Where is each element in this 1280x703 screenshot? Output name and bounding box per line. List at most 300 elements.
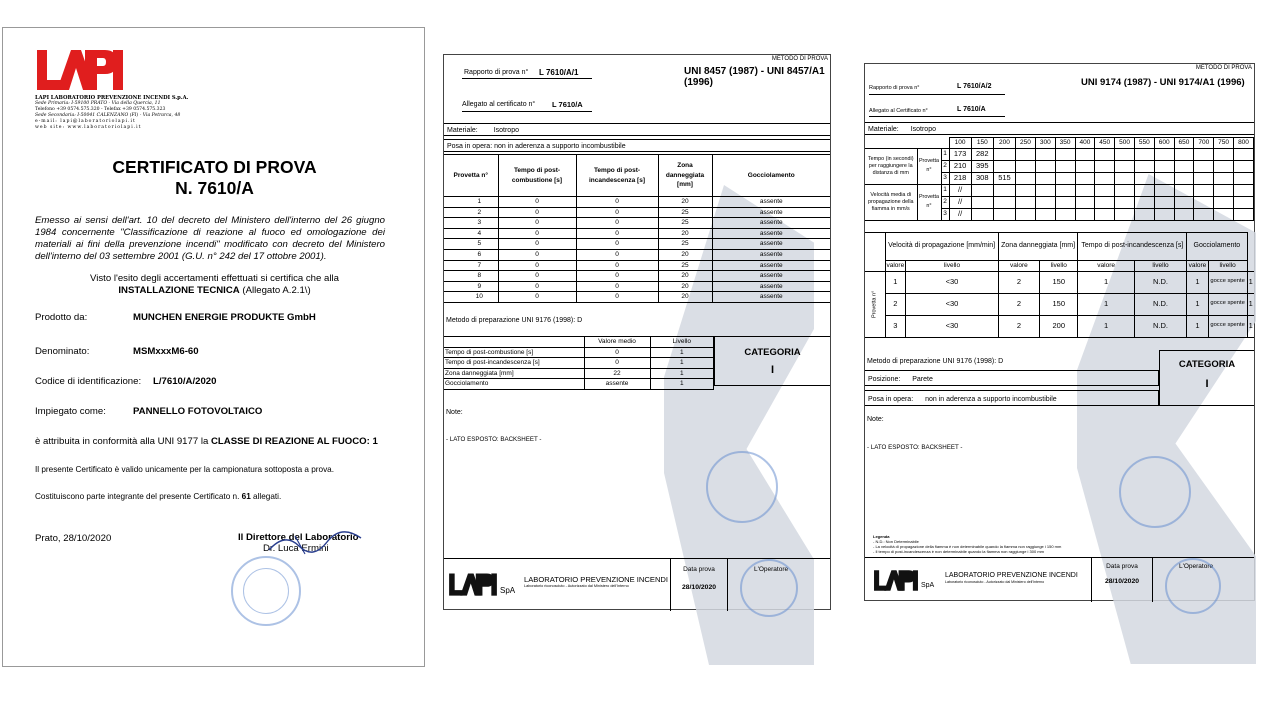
distance-header: 400 [1075, 138, 1095, 149]
table-cell: 7 [444, 260, 498, 271]
distance-header-row [865, 138, 1254, 149]
table-row [444, 218, 830, 229]
summary-header: Livello [650, 337, 714, 348]
propagation-cell [1095, 196, 1115, 208]
propagation-cell [1174, 184, 1194, 196]
results-cell: 150 [1040, 293, 1078, 315]
metodo-label: METODO DI PROVA [771, 56, 828, 62]
table-cell: 20 [658, 228, 712, 239]
table-cell: 25 [658, 218, 712, 229]
summary-row [444, 347, 714, 358]
rapporto-value: L 7610/A/1 [539, 68, 579, 77]
results-cell: 1 [1187, 271, 1208, 293]
impiegato-value: PANNELLO FOTOVOLTAICO [133, 406, 263, 417]
table-row [444, 239, 830, 250]
propagation-cell [1075, 196, 1095, 208]
results-subheader: livello [906, 261, 999, 272]
allegato-value: L 7610/A [957, 106, 986, 113]
place-date: Prato, 28/10/2020 [35, 533, 112, 544]
propagation-row [865, 148, 1254, 160]
provetta-label: Provetta n° [917, 184, 941, 220]
table-cell: 0 [498, 260, 576, 271]
results-cell: 200 [1040, 315, 1078, 337]
empty-cell [865, 138, 949, 149]
propagation-cell [1134, 184, 1154, 196]
propagation-cell [993, 184, 1015, 196]
footer [444, 558, 830, 610]
uni-standard: UNI 9174 (1987) - UNI 9174/A1 (1996) [1081, 77, 1245, 88]
table-cell: 20 [658, 197, 712, 208]
summary-cell: Tempo di post-incandescenza [s] [444, 358, 584, 369]
posa-row [865, 390, 1159, 406]
summary-cell: 1 [650, 379, 714, 390]
propagation-cell: 515 [993, 172, 1015, 184]
results-header: Velocità di propagazione [mm/min] [885, 233, 998, 261]
footer-org: LABORATORIO PREVENZIONE INCENDI [524, 575, 669, 584]
summary-row [444, 379, 714, 390]
table-cell: 0 [498, 218, 576, 229]
distance-header: 700 [1194, 138, 1214, 149]
results-cell: N.D. [1134, 315, 1186, 337]
categoria-box [1159, 350, 1254, 406]
table-cell: 0 [576, 207, 658, 218]
propagation-cell [1214, 208, 1234, 220]
certificate-title: CERTIFICATO DI PROVA [112, 157, 317, 177]
classe-line [35, 436, 378, 447]
propagation-cell [1095, 208, 1115, 220]
rapporto-value: L 7610/A/2 [957, 83, 992, 90]
propagation-cell [1134, 196, 1154, 208]
address-line: Telefono +39 0574.575.320 - Telefax +39 0574.575.323 [35, 107, 166, 112]
propagation-cell [1194, 148, 1214, 160]
propagation-cell [1134, 160, 1154, 172]
address-line: Sede Primaria: I-59100 PRATO - Via della Quercia, 11 [35, 101, 161, 106]
data-prova-label: Data prova [683, 566, 715, 573]
table-cell: 3 [444, 218, 498, 229]
results-row [865, 271, 1254, 293]
propagation-cell [1055, 208, 1075, 220]
table-row [444, 207, 830, 218]
propagation-cell [1115, 160, 1135, 172]
propagation-cell: 218 [949, 172, 971, 184]
propagation-cell [1035, 148, 1055, 160]
propagation-cell [1035, 160, 1055, 172]
propagation-cell [993, 196, 1015, 208]
propagation-cell [1174, 172, 1194, 184]
summary-row [444, 358, 714, 369]
results-header: Tempo di post-incandescenza [s] [1078, 233, 1187, 261]
legenda-title: Legenda [873, 534, 890, 539]
materiale-label: Materiale: [868, 126, 899, 133]
results-cell: <30 [906, 293, 999, 315]
materiale-row [444, 123, 830, 136]
report-page-2 [864, 63, 1255, 601]
propagation-cell [1214, 172, 1234, 184]
metodo-preparazione: Metodo di preparazione UNI 9176 (1998): D [446, 317, 583, 324]
table-row [444, 292, 830, 303]
propagation-cell [1055, 148, 1075, 160]
table-cell: 0 [498, 239, 576, 250]
table-cell: 4 [444, 228, 498, 239]
distance-header: 650 [1174, 138, 1194, 149]
propagation-label: Velocità media di propagazione della fiamma in mm/s [865, 184, 917, 220]
categoria-label: CATEGORIA [744, 347, 801, 358]
footer-spa: SpA [500, 586, 516, 595]
table-cell: 20 [658, 249, 712, 260]
table-cell: 0 [576, 292, 658, 303]
propagation-cell [1075, 148, 1095, 160]
summary-cell: 1 [650, 368, 714, 379]
col-header-provetta: Provetta n° [444, 155, 498, 197]
legenda-block [873, 534, 1061, 554]
data-prova-box [670, 559, 728, 611]
table-cell: assente [712, 271, 830, 282]
propagation-cell [1134, 208, 1154, 220]
results-cell: 150 [1040, 271, 1078, 293]
results-cell: 1 [1078, 293, 1134, 315]
propagation-cell [993, 208, 1015, 220]
table-cell: 20 [658, 271, 712, 282]
table-cell: 20 [658, 281, 712, 292]
table-cell: assente [712, 197, 830, 208]
table-cell: 0 [498, 207, 576, 218]
footer-sub: Laboratorio riconosciuto - Autorizzato dal Ministero dell'Interno [524, 584, 629, 588]
distance-header: 200 [993, 138, 1015, 149]
propagation-cell [1055, 196, 1075, 208]
propagation-cell [1115, 196, 1135, 208]
propagation-cell [1214, 160, 1234, 172]
col-header-zona: Zona danneggiata [mm] [658, 155, 712, 197]
table-cell: assente [712, 292, 830, 303]
categoria-label: CATEGORIA [1178, 359, 1236, 370]
table-cell: 25 [658, 239, 712, 250]
propagation-cell [1075, 184, 1095, 196]
summary-cell: 1 [650, 347, 714, 358]
summary-cell: 22 [584, 368, 650, 379]
propagation-cell [1154, 196, 1174, 208]
results-row [865, 293, 1254, 315]
results-table [444, 154, 830, 303]
provetta-side-label: Provetta n° [865, 271, 885, 337]
lab-stamp-inner-icon [243, 568, 289, 614]
propagation-cell [1154, 160, 1174, 172]
results-cell: 2 [998, 315, 1039, 337]
table-cell: assente [712, 249, 830, 260]
provetta-label: Provetta n° [917, 148, 941, 184]
table-row [444, 197, 830, 208]
table-cell: assente [712, 260, 830, 271]
propagation-cell [1075, 208, 1095, 220]
results-cell: 2 [885, 293, 906, 315]
table-cell: 0 [498, 249, 576, 260]
summary-cell: 0 [584, 358, 650, 369]
propagation-cell [1234, 208, 1254, 220]
propagation-cell [1194, 208, 1214, 220]
data-prova-label: Data prova [1106, 563, 1138, 570]
company-block [35, 95, 188, 131]
footer-sub: Laboratorio riconosciuto - Autorizzato dal Ministero dell'Interno [945, 580, 1045, 584]
operatore-label: L'Operatore [754, 566, 789, 573]
allegato-label: Allegato al certificato n° [462, 101, 536, 108]
propagation-cell [993, 160, 1015, 172]
propagation-table [865, 137, 1254, 221]
lato-esposto: - LATO ESPOSTO: BACKSHEET - [446, 436, 542, 443]
propagation-cell: // [949, 208, 971, 220]
results-cell: gocce spente [1208, 271, 1247, 293]
lapi-logo [35, 46, 125, 92]
propagation-cell [993, 148, 1015, 160]
propagation-cell [971, 208, 993, 220]
legenda-line: - La velocità di propagazione della fiamma è non determinabile quando la fiamma non raggiunge i 150 mm [873, 544, 1062, 549]
propagation-cell [1174, 160, 1194, 172]
categoria-box [714, 336, 830, 386]
legenda-line: - N.D.: Non Determinabile [873, 539, 919, 544]
propagation-cell [1174, 148, 1194, 160]
summary-cell: Gocciolamento [444, 379, 584, 390]
prodotto-value: MUNCHEN ENERGIE PRODUKTE GmbH [133, 312, 316, 323]
intro-text: Emesso ai sensi dell'art. 10 del decreto del Ministero dell'interno del 26 giugno 1984 concernente "Classificazione di reazione al fuoco ed omologazione dei materiali ai fini della prevenzione incendi" modificato con decreto del Ministero dell'interno del 03 settembre 2001 (G.U. n° 242 del 17 ottobre 2001). [35, 215, 385, 262]
propagation-cell [1016, 148, 1036, 160]
footer-org: LABORATORIO PREVENZIONE INCENDI [945, 572, 1078, 579]
propagation-cell [1154, 184, 1174, 196]
propagation-cell [1016, 172, 1036, 184]
propagation-cell [1115, 184, 1135, 196]
uni-standard: UNI 8457 (1987) - UNI 8457/A1 (1996) [684, 66, 825, 88]
address-line: web site: www.laboratoriolapi.it [35, 125, 142, 130]
propagation-cell: 308 [971, 172, 993, 184]
propagation-cell: 1 [941, 184, 949, 196]
distance-header: 450 [1095, 138, 1115, 149]
propagation-cell [1035, 184, 1055, 196]
allegati-count: 61 [241, 492, 251, 501]
table-cell: 0 [498, 271, 576, 282]
results-row [865, 315, 1254, 337]
codice-label: Codice di identificazione: [35, 376, 142, 387]
distance-header: 300 [1035, 138, 1055, 149]
footer-spa: SpA [921, 582, 935, 589]
lato-esposto: - LATO ESPOSTO: BACKSHEET - [867, 444, 963, 451]
note-label: Note: [446, 409, 463, 416]
propagation-cell [1154, 208, 1174, 220]
costituiscono-text: Costituiscono parte integrante del presente Certificato n. [35, 492, 240, 501]
results-subheader-row [865, 261, 1254, 272]
distance-header: 600 [1154, 138, 1174, 149]
propagation-cell: 395 [971, 160, 993, 172]
propagation-cell [1214, 184, 1234, 196]
results-cell: 1 [1247, 271, 1254, 293]
distance-header: 100 [949, 138, 971, 149]
results-header: Zona danneggiata [mm] [998, 233, 1078, 261]
data-prova-box [1091, 558, 1153, 602]
results-subheader: valore [1187, 261, 1208, 272]
results-cell: 1 [1247, 315, 1254, 337]
propagation-cell: 2 [941, 160, 949, 172]
results-cell: 1 [1187, 293, 1208, 315]
certificate-page [2, 27, 425, 667]
denominato-label: Denominato: [35, 346, 90, 357]
results-header-row [865, 233, 1254, 261]
propagation-cell [1134, 172, 1154, 184]
rapporto-label: Rapporto di prova n° [464, 69, 529, 76]
results-table [865, 232, 1254, 338]
distance-header: 150 [971, 138, 993, 149]
report-page-1 [443, 54, 831, 610]
results-cell: 1 [1078, 315, 1134, 337]
table-cell: 0 [576, 281, 658, 292]
propagation-cell: 1 [941, 148, 949, 160]
propagation-cell: 282 [971, 148, 993, 160]
results-cell: gocce spente [1208, 315, 1247, 337]
table-cell: 8 [444, 271, 498, 282]
table-cell: 0 [498, 292, 576, 303]
propagation-cell [1154, 148, 1174, 160]
propagation-cell [1194, 172, 1214, 184]
propagation-cell [971, 184, 993, 196]
propagation-cell [1194, 184, 1214, 196]
footer [865, 557, 1254, 601]
table-cell: 0 [576, 239, 658, 250]
table-cell: 0 [498, 281, 576, 292]
results-cell: <30 [906, 271, 999, 293]
propagation-cell [1095, 172, 1115, 184]
distance-header: 800 [1234, 138, 1254, 149]
summary-table [444, 336, 714, 390]
results-subheader: valore [885, 261, 906, 272]
table-cell: assente [712, 281, 830, 292]
propagation-cell [1234, 184, 1254, 196]
table-cell: 10 [444, 292, 498, 303]
propagation-cell [1234, 160, 1254, 172]
propagation-cell [1095, 160, 1115, 172]
propagation-cell [1075, 172, 1095, 184]
table-cell: 25 [658, 207, 712, 218]
lab-stamp-icon [1119, 456, 1191, 528]
propagation-cell [1055, 160, 1075, 172]
results-cell: N.D. [1134, 271, 1186, 293]
data-prova-value: 28/10/2020 [681, 584, 717, 591]
propagation-cell [1095, 148, 1115, 160]
visto-block [3, 273, 426, 297]
results-subheader: livello [1208, 261, 1247, 272]
results-cell: 1 [885, 271, 906, 293]
propagation-cell [1174, 208, 1194, 220]
propagation-cell [1035, 208, 1055, 220]
visto-line: Visto l'esito degli accertamenti effettuati si certifica che alla [90, 273, 339, 284]
categoria-value: I [1205, 378, 1209, 390]
footer-lapi-logo [448, 571, 498, 597]
propagation-cell [1194, 196, 1214, 208]
table-row [444, 281, 830, 292]
metodo-preparazione: Metodo di preparazione UNI 9176 (1998): D [867, 358, 1004, 365]
results-subheader: valore [1078, 261, 1134, 272]
table-row [444, 260, 830, 271]
propagation-cell: // [949, 196, 971, 208]
propagation-cell [1234, 172, 1254, 184]
propagation-cell: 210 [949, 160, 971, 172]
results-cell: 2 [998, 293, 1039, 315]
table-row [444, 249, 830, 260]
propagation-label: Tempo (in secondi) per raggiungere la distanza di mm [865, 148, 917, 184]
propagation-cell [1174, 196, 1194, 208]
propagation-cell [1035, 172, 1055, 184]
summary-cell: 0 [584, 347, 650, 358]
signature-icon [265, 528, 365, 558]
materiale-value: Isotropo [910, 126, 936, 133]
summary-header: Valore medio [584, 337, 650, 348]
summary-cell: Tempo di post-combustione [s] [444, 347, 584, 358]
table-cell: 6 [444, 249, 498, 260]
summary-cell: Zona danneggiata [mm] [444, 368, 584, 379]
allegato-value: L 7610/A [552, 100, 583, 109]
col-header-post-incandescenza: Tempo di post-incandescenza [s] [576, 155, 658, 197]
col-header-post-combustione: Tempo di post-combustione [s] [498, 155, 576, 197]
lab-stamp-icon [740, 559, 798, 617]
table-cell: 0 [576, 228, 658, 239]
director-name: Dr. Luca Ermini [263, 543, 329, 554]
propagation-cell [1154, 172, 1174, 184]
propagation-cell [1194, 160, 1214, 172]
propagation-cell: 3 [941, 208, 949, 220]
propagation-cell [1234, 148, 1254, 160]
summary-cell: 1 [650, 358, 714, 369]
categoria-value: I [770, 364, 775, 376]
posizione-row [865, 370, 1159, 386]
director-title: Il Direttore del Laboratorio [238, 532, 359, 543]
propagation-cell [1055, 184, 1075, 196]
data-prova-value: 28/10/2020 [1104, 578, 1140, 585]
operatore-label: L'Operatore [1179, 563, 1214, 570]
results-cell: N.D. [1134, 293, 1186, 315]
posa-label: Posa in opera: [868, 396, 914, 403]
table-cell: 0 [576, 218, 658, 229]
table-cell: 25 [658, 260, 712, 271]
company-name: LAPI LABORATORIO PREVENZIONE INCENDI S.p.A. [35, 95, 189, 101]
address-line: Sede Secondaria: I-50041 CALENZANO (FI) - Via Petrarca, 48 [35, 113, 181, 118]
table-cell: 0 [576, 271, 658, 282]
materiale-label: Materiale: [447, 127, 478, 134]
propagation-cell [971, 196, 993, 208]
table-cell: 0 [576, 197, 658, 208]
table-cell: assente [712, 228, 830, 239]
allegati-suffix: allegati. [253, 492, 282, 501]
posizione-label: Posizione: [868, 376, 901, 383]
propagation-cell: // [949, 184, 971, 196]
table-row [444, 228, 830, 239]
table-row [444, 271, 830, 282]
distance-header: 550 [1134, 138, 1154, 149]
allegato-label: Allegato al Certificato n° [869, 108, 928, 114]
lab-stamp-icon [1165, 558, 1221, 614]
propagation-cell [1234, 196, 1254, 208]
propagation-cell [1016, 196, 1036, 208]
propagation-cell [1055, 172, 1075, 184]
allegato-ref: (Allegato A.2.1\) [242, 285, 311, 296]
summary-header [444, 337, 584, 348]
propagation-cell [1016, 160, 1036, 172]
address-line: e-mail: lapi@laboratoriolapi.it [35, 119, 136, 124]
installation-type: INSTALLAZIONE TECNICA [118, 285, 240, 296]
propagation-row [865, 184, 1254, 196]
distance-header: 250 [1016, 138, 1036, 149]
table-cell: 0 [576, 249, 658, 260]
results-cell: 1 [1078, 271, 1134, 293]
metodo-label: METODO DI PROVA [1195, 65, 1252, 71]
legenda-line: - Il tempo di post-incandescenza è non determinabile quando la fiamma non raggiunge i 300 mm [873, 549, 1044, 554]
posa-row: Posa in opera: non in aderenza a supporto incombustibile [444, 139, 830, 152]
propagation-cell [1016, 208, 1036, 220]
results-cell: 1 [1187, 315, 1208, 337]
valido-text: Il presente Certificato è valido unicamente per la campionatura sottoposta a prova. [35, 465, 335, 474]
